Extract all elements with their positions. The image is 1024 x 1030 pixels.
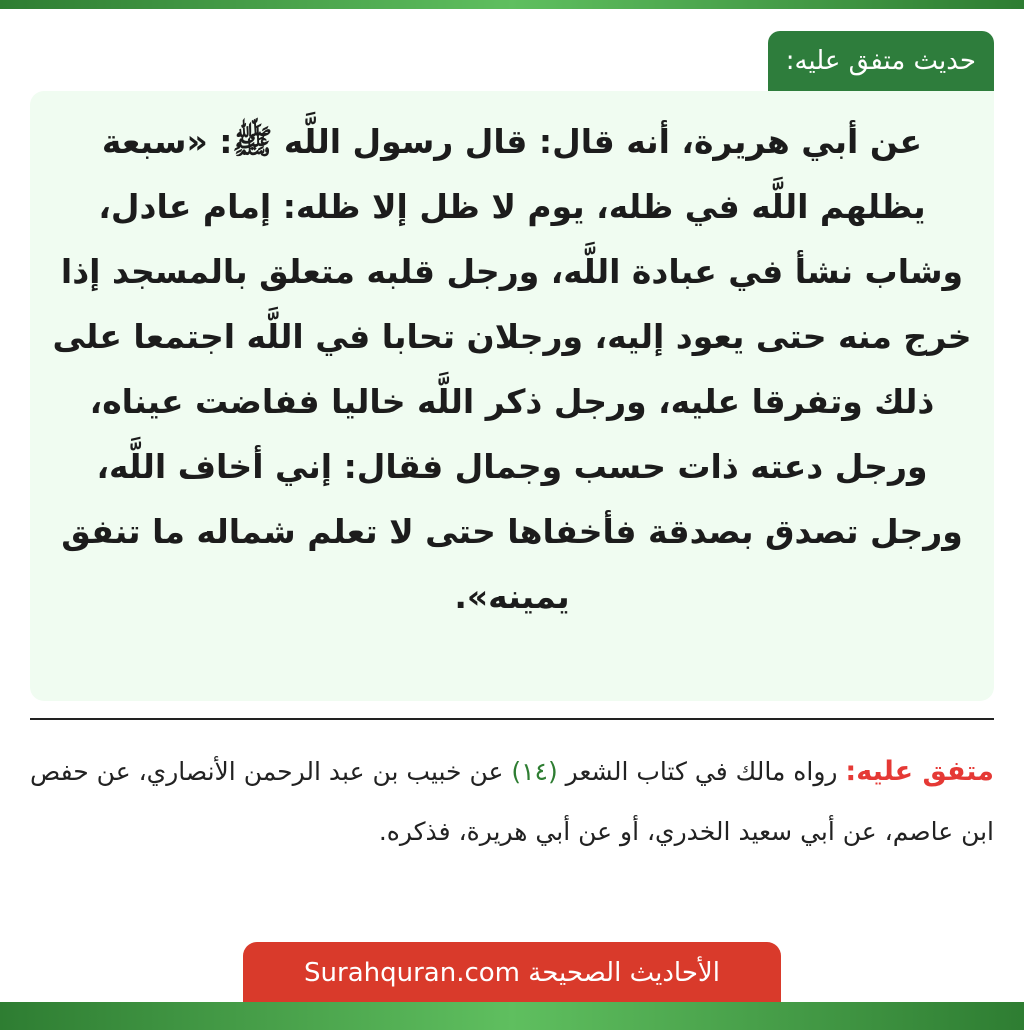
takhrij-text-after: عن خبيب بن عبد الرحمن الأنصاري، عن حفص ابن عاصم، عن أبي سعيد الخدري، أو عن أبي هريرة، فذكره. [30,757,994,846]
hadith-number: (١٤) [511,757,558,786]
top-decorative-bar [0,0,1024,9]
hadith-text-box [30,91,994,701]
hadith-text-part-1: عن أبي هريرة، أنه قال: قال رسول اللَّه ﷺ: «سبعة يظلهم اللَّه في ظله، يوم لا ظل إلا ظله: إمام عادل، وشاب نشأ في عبادة اللَّه، ورجل قلبه متعلق بالمسجد إذا [60,122,964,291]
takhrij-text-before: رواه مالك في كتاب الشعر [557,757,846,786]
hadith-type-label: حديث متفق عليه: [768,31,994,91]
bottom-decorative-bar [0,1002,1024,1030]
grade-label: متفق عليه: [845,756,994,787]
section-divider [30,718,994,720]
hadith-text-part-2: خرج منه حتى يعود إليه، ورجلان تحابا في اللَّه اجتمعا على ذلك وتفرقا عليه، ورجل ذكر اللَّه خاليا ففاضت عيناه، ورجل دعته ذات حسب وجمال فقال: إني أخاف اللَّه، ورجل تصدق بصدقة فأخفاها حتى لا تعلم شماله ما تنفق يمينه». [52,317,972,616]
site-footer-badge[interactable]: الأحاديث الصحيحة Surahquran.com [243,942,781,1004]
takhrij-paragraph [30,742,994,862]
